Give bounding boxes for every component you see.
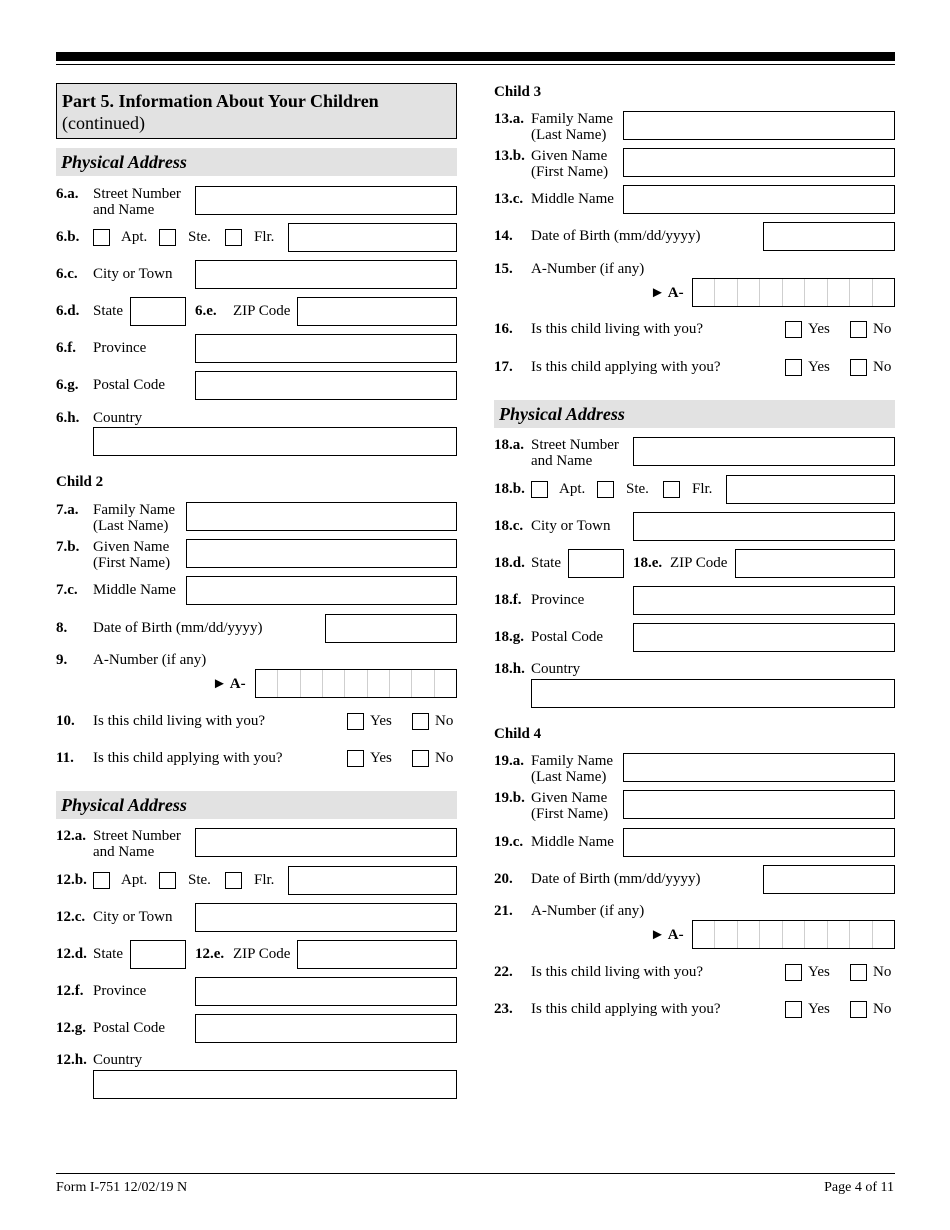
city-label: City or Town [531,518,611,534]
street-label-2: and Name [93,844,155,860]
family-name-input[interactable] [186,502,457,531]
part-title: Part 5. Information About Your Children [62,91,379,111]
state-label: State [93,303,123,319]
country-input[interactable] [93,1070,457,1099]
item-number: 11. [56,750,74,766]
item-number: 6.e. [195,303,217,319]
postal-label: Postal Code [93,377,166,393]
footer-rule [56,1173,895,1174]
state-label: State [531,555,561,571]
state-select[interactable] [568,549,624,578]
applying-yes-checkbox[interactable] [785,359,802,376]
family-name-input[interactable] [623,111,895,140]
applying-no-checkbox[interactable] [850,359,867,376]
apt-label: Apt. [121,872,148,888]
state-label: State [93,946,123,962]
family-name-label: Family Name [93,502,176,518]
page-number: Page 4 of 11 [824,1180,894,1195]
street-label-2: and Name [531,453,593,469]
postal-label: Postal Code [531,629,604,645]
item-number: 7.b. [56,539,80,555]
middle-name-label: Middle Name [93,582,176,598]
item-number: 18.c. [494,518,524,534]
item-number: 12.e. [195,946,225,962]
item-number: 6.g. [56,377,79,393]
no-label: No [873,321,892,337]
province-input[interactable] [195,334,457,363]
city-input[interactable] [633,512,895,541]
yes-label: Yes [370,750,392,766]
item-number: 18.a. [494,437,524,453]
item-number: 18.g. [494,629,524,645]
dob-label: Date of Birth (mm/dd/yyyy) [531,228,701,244]
item-number: 12.h. [56,1052,87,1068]
street-label-2: and Name [93,202,155,218]
country-input[interactable] [93,427,457,456]
item-number: 18.f. [494,592,522,608]
item-number: 19.c. [494,834,524,850]
unit-number-input[interactable] [288,866,457,895]
dob-input[interactable] [763,865,895,894]
item-number: 19.b. [494,790,525,806]
family-name-input[interactable] [623,753,895,782]
province-input[interactable] [633,586,895,615]
postal-label: Postal Code [93,1020,166,1036]
item-number: 6.f. [56,340,76,356]
apt-label: Apt. [121,229,148,245]
a-number-input[interactable] [255,669,457,698]
item-number: 18.e. [633,555,663,571]
city-label: City or Town [93,266,173,282]
a-number-input[interactable] [692,278,895,307]
street-label: Street Number [93,186,181,202]
first-name-hint: (First Name) [93,555,171,571]
item-number: 6.d. [56,303,80,319]
form-id: Form I-751 12/02/19 N [56,1180,188,1195]
section-physical-address: Physical Address [494,400,895,428]
item-number: 13.c. [494,191,524,207]
ste-label: Ste. [626,481,649,497]
unit-number-input[interactable] [726,475,895,504]
item-number: 7.a. [56,502,79,518]
applying-no-checkbox[interactable] [850,1001,867,1018]
child-3-heading: Child 3 [494,84,542,100]
top-rule-thin [56,64,895,65]
family-name-label: Family Name [531,753,614,769]
flr-checkbox[interactable] [225,229,242,246]
apt-checkbox[interactable] [93,872,110,889]
living-no-checkbox[interactable] [412,713,429,730]
middle-name-label: Middle Name [531,191,614,207]
middle-name-input[interactable] [186,576,457,605]
postal-input[interactable] [195,1014,457,1043]
part-header [56,83,457,139]
ste-checkbox[interactable] [597,481,614,498]
applying-no-checkbox[interactable] [412,750,429,767]
zip-label: ZIP Code [233,946,291,962]
middle-name-label: Middle Name [531,834,614,850]
applying-yes-checkbox[interactable] [785,1001,802,1018]
item-number: 9. [56,652,68,668]
last-name-hint: (Last Name) [531,769,607,785]
city-input[interactable] [195,903,457,932]
item-number: 8. [56,620,68,636]
postal-input[interactable] [195,371,457,400]
country-input[interactable] [531,679,895,708]
applying-question: Is this child applying with you? [531,359,721,375]
city-input[interactable] [195,260,457,289]
item-number: 12.d. [56,946,87,962]
item-number: 23. [494,1001,513,1017]
living-yes-checkbox[interactable] [785,964,802,981]
flr-label: Flr. [254,229,275,245]
flr-checkbox[interactable] [225,872,242,889]
last-name-hint: (Last Name) [93,518,169,534]
zip-input[interactable] [735,549,895,578]
item-number: 14. [494,228,513,244]
apt-label: Apt. [559,481,586,497]
living-yes-checkbox[interactable] [347,713,364,730]
a-number-prefix: ► A- [212,676,246,692]
item-number: 15. [494,261,513,277]
zip-input[interactable] [297,297,457,326]
given-name-label: Given Name [531,148,608,164]
anumber-label: A-Number (if any) [531,903,645,919]
city-label: City or Town [93,909,173,925]
no-label: No [873,1001,892,1017]
child-4-heading: Child 4 [494,726,542,742]
flr-checkbox[interactable] [663,481,680,498]
ste-checkbox[interactable] [159,229,176,246]
section-physical-address: Physical Address [56,791,457,819]
country-label: Country [93,410,143,426]
applying-question: Is this child applying with you? [93,750,283,766]
province-label: Province [531,592,585,608]
given-name-label: Given Name [93,539,170,555]
street-input[interactable] [195,828,457,857]
item-number: 13.a. [494,111,524,127]
last-name-hint: (Last Name) [531,127,607,143]
item-number: 22. [494,964,513,980]
applying-yes-checkbox[interactable] [347,750,364,767]
item-number: 17. [494,359,513,375]
item-number: 18.d. [494,555,525,571]
living-yes-checkbox[interactable] [785,321,802,338]
item-number: 10. [56,713,75,729]
first-name-hint: (First Name) [531,164,609,180]
item-number: 20. [494,871,513,887]
no-label: No [873,964,892,980]
yes-label: Yes [808,321,830,337]
ste-label: Ste. [188,872,211,888]
child-2-heading: Child 2 [56,474,104,490]
part-subtitle: (continued) [62,113,145,133]
no-label: No [435,713,454,729]
no-label: No [435,750,454,766]
a-number-prefix: ► A- [650,927,684,943]
dob-input[interactable] [763,222,895,251]
zip-label: ZIP Code [670,555,728,571]
living-question: Is this child living with you? [93,713,266,729]
given-name-label: Given Name [531,790,608,806]
postal-input[interactable] [633,623,895,652]
yes-label: Yes [808,359,830,375]
street-label: Street Number [531,437,619,453]
item-number: 12.b. [56,872,87,888]
yes-label: Yes [808,964,830,980]
zip-input[interactable] [297,940,457,969]
apt-checkbox[interactable] [531,481,548,498]
country-label: Country [531,661,581,677]
province-input[interactable] [195,977,457,1006]
item-number: 21. [494,903,513,919]
a-number-input[interactable] [692,920,895,949]
applying-question: Is this child applying with you? [531,1001,721,1017]
ste-checkbox[interactable] [159,872,176,889]
anumber-label: A-Number (if any) [93,652,207,668]
item-number: 7.c. [56,582,78,598]
dob-label: Date of Birth (mm/dd/yyyy) [531,871,701,887]
item-number: 18.h. [494,661,525,677]
living-question: Is this child living with you? [531,964,704,980]
first-name-hint: (First Name) [531,806,609,822]
state-select[interactable] [130,297,186,326]
item-number: 13.b. [494,148,525,164]
item-number: 6.b. [56,229,80,245]
item-number: 19.a. [494,753,524,769]
top-rule [56,52,895,61]
street-input[interactable] [633,437,895,466]
province-label: Province [93,983,147,999]
yes-label: Yes [808,1001,830,1017]
state-select[interactable] [130,940,186,969]
living-no-checkbox[interactable] [850,964,867,981]
dob-input[interactable] [325,614,457,643]
anumber-label: A-Number (if any) [531,261,645,277]
street-input[interactable] [195,186,457,215]
street-label: Street Number [93,828,181,844]
item-number: 12.g. [56,1020,86,1036]
country-label: Country [93,1052,143,1068]
item-number: 6.c. [56,266,78,282]
living-no-checkbox[interactable] [850,321,867,338]
apt-checkbox[interactable] [93,229,110,246]
no-label: No [873,359,892,375]
dob-label: Date of Birth (mm/dd/yyyy) [93,620,263,636]
item-number: 12.a. [56,828,86,844]
living-question: Is this child living with you? [531,321,704,337]
ste-label: Ste. [188,229,211,245]
item-number: 6.a. [56,186,79,202]
unit-number-input[interactable] [288,223,457,252]
item-number: 6.h. [56,410,80,426]
given-name-input[interactable] [186,539,457,568]
family-name-label: Family Name [531,111,614,127]
yes-label: Yes [370,713,392,729]
section-physical-address: Physical Address [56,148,457,176]
province-label: Province [93,340,147,356]
middle-name-input[interactable] [623,828,895,857]
flr-label: Flr. [254,872,275,888]
item-number: 16. [494,321,513,337]
a-number-prefix: ► A- [650,285,684,301]
item-number: 18.b. [494,481,525,497]
given-name-input[interactable] [623,790,895,819]
zip-label: ZIP Code [233,303,291,319]
middle-name-input[interactable] [623,185,895,214]
item-number: 12.c. [56,909,86,925]
given-name-input[interactable] [623,148,895,177]
item-number: 12.f. [56,983,84,999]
flr-label: Flr. [692,481,713,497]
